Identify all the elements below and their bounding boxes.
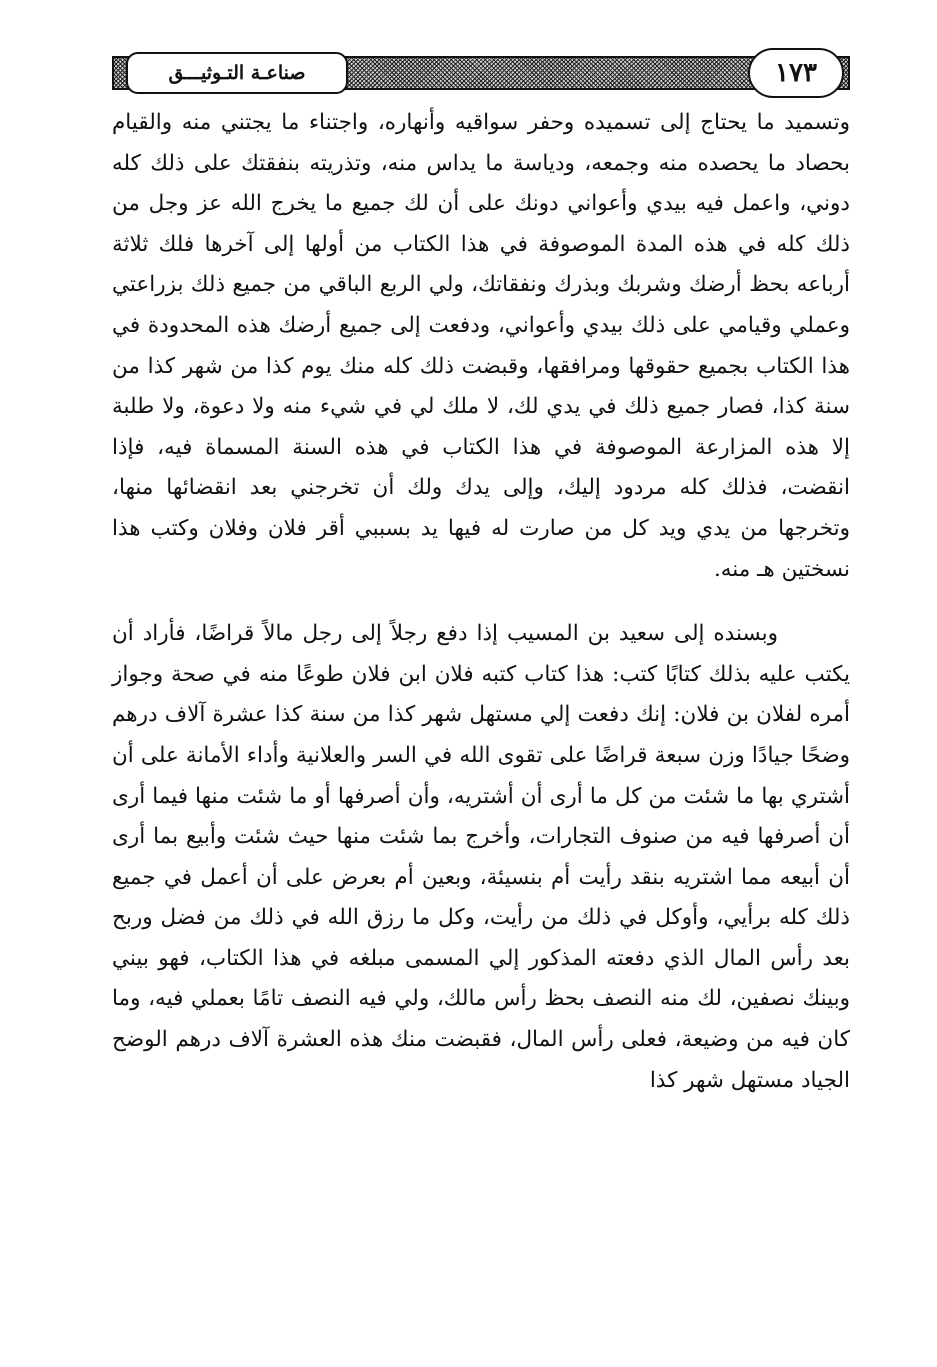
page-header bbox=[112, 48, 850, 100]
paragraph-2: وبسنده إلى سعيد بن المسيب إذا دفع رجلاً إلى رجل مالاً قراضًا، فأراد أن يكتب عليه بذلك كتابًا كتب: هذا كتاب كتبه فلان ابن فلان طوعًا منه في صحة وجواز أمره لفلان بن فلان: إنك دفعت إلي مستهل شهر كذا من سنة كذا عشرة آلاف درهم وضحًا جيادًا وزن سبعة قراضًا على تقوى الله في السر والعلانية وأداء الأمانة على أن أشتري بها ما شئت من كل ما أرى أن أشتريه، وأن أصرفها أو ما شئت منها فيما أرى أن أصرفها فيه من صنوف التجارات، وأخرج بما شئت منها حيث شئت وأبيع بما أرى أن أبيعه مما اشتريه بنقد رأيت أم بنسيئة، وبعين أم بعرض على أن أعمل في جميع ذلك كله برأيي، وأوكل في ذلك من رأيت، وكل ما رزق الله في ذلك من فضل وربح بعد رأس المال الذي دفعته المذكور إلي المسمى مبلغه في هذا الكتاب، فهو بيني وبينك نصفين، لك منه النصف بحظ رأس مالك، ولي فيه النصف تامًا بعملي فيه، وما كان فيه من وضيعة، فعلى رأس المال، فقبضت منك هذه العشرة آلاف درهم الوضح الجياد مستهل شهر كذا bbox=[112, 621, 850, 1093]
running-title: صناعـة التـوثيـــق bbox=[126, 52, 348, 94]
page-number: ١٧٣ bbox=[748, 48, 844, 98]
body-text bbox=[112, 103, 850, 1101]
paragraph-1: وتسميد ما يحتاج إلى تسميده وحفر سواقيه وأنهاره، واجتناء ما يجتني منه والقيام بحصاد ما يحصده منه وجمعه، ودياسة ما يداس منه، وتذريته بنفقتك على ذلك كله دوني، واعمل فيه بيدي وأعواني دونك على أن لك جميع ما يخرج الله عز وجل من ذلك كله في هذه المدة الموصوفة في هذا الكتاب من أولها إلى آخرها فلك ثلاثة أرباعه بحظ أرضك وشربك وبذرك ونفقاتك، ولي الربع الباقي من جميع ذلك بزراعتي وعملي وقيامي على ذلك بيدي وأعواني، ودفعت إلى جميع أرضك هذه المحدودة في هذا الكتاب بجميع حقوقها ومرافقها، وقبضت ذلك كله منك يوم كذا من شهر كذا من سنة كذا، فصار جميع ذلك في يدي لك، لا ملك لي في شيء منه ولا دعوة، ولا طلبة إلا هذه المزارعة الموصوفة في هذا الكتاب في هذه السنة المسماة فيه، فإذا انقضت، فذلك كله مردود إليك، وإلى يدك ولك أن تخرجني بعد انقضائها منها، وتخرجها من يدي ويد كل من صارت له فيها يد بسببي أقر فلان وفلان وكتب هذا نسختين هـ منه. bbox=[112, 110, 850, 582]
